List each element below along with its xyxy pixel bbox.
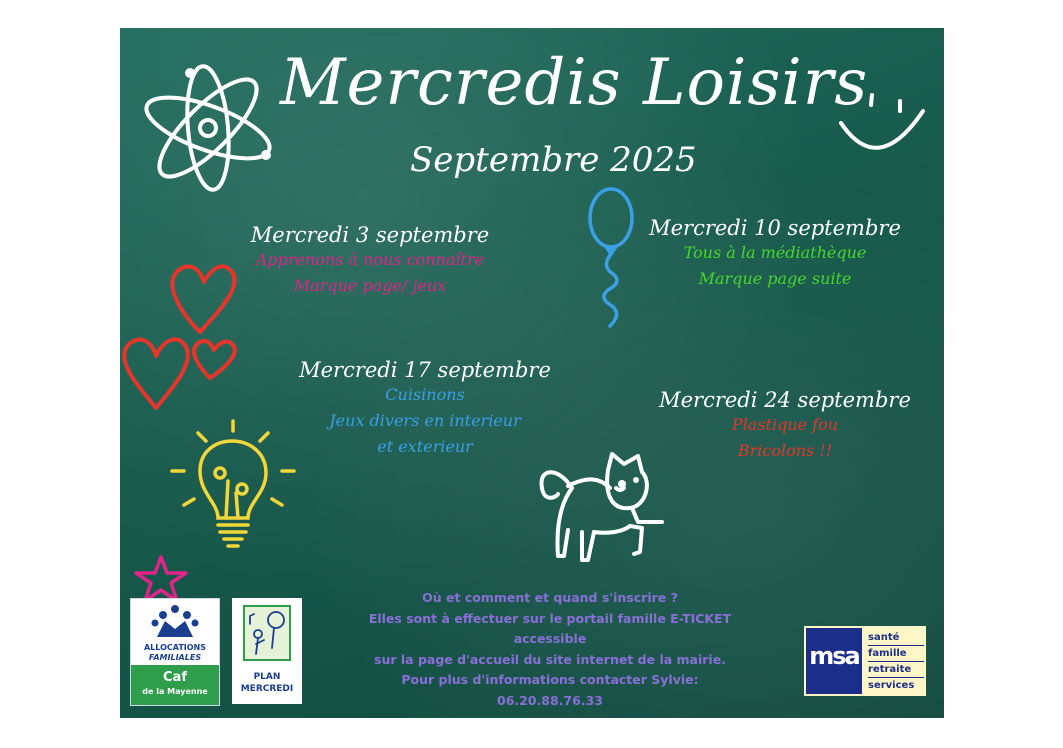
caf-line1: ALLOCATIONS <box>143 643 207 652</box>
plan-mercredi-logo <box>232 598 302 704</box>
cat-icon <box>538 448 668 568</box>
poster-subtitle: Septembre 2025 <box>410 140 697 180</box>
chalkboard <box>120 28 944 718</box>
msa-item: services <box>868 680 915 691</box>
caf-family-icon <box>151 603 199 639</box>
event-activity: et exterieur <box>377 437 473 456</box>
event-activity: Marque page suite <box>698 269 852 288</box>
info-line: Pour plus d'informations contacter Sylvie: <box>401 672 699 687</box>
info-line: accessible <box>513 631 587 646</box>
msa-item: retraite <box>868 662 924 678</box>
atom-icon <box>138 63 278 193</box>
balloon-icon <box>586 186 636 336</box>
msa-items <box>868 630 924 693</box>
event-sept-10 <box>635 216 915 292</box>
caf-name: Caf <box>163 670 187 685</box>
caf-name-band <box>131 665 219 705</box>
info-phone: 06.20.88.76.33 <box>497 692 603 708</box>
msa-mark-text: msa <box>809 642 859 670</box>
event-activity: Plastique fou <box>731 415 839 434</box>
event-sept-3 <box>215 223 525 299</box>
event-activity: Apprenons à nous connaître <box>255 250 485 269</box>
event-activity: Jeux divers en interieur <box>329 411 521 430</box>
plan-line2: MERCREDI <box>240 684 294 694</box>
msa-item: famille <box>868 646 924 662</box>
event-activity: Tous à la médiathèque <box>683 243 867 262</box>
smiley-icon <box>838 93 928 163</box>
event-sept-17 <box>280 358 570 460</box>
caf-logo <box>130 598 220 706</box>
plan-line1: PLAN <box>253 672 281 682</box>
event-date: Mercredi 17 septembre <box>299 358 551 382</box>
event-date: Mercredi 10 septembre <box>649 216 901 240</box>
registration-info <box>320 588 780 711</box>
info-line: sur la page d'accueil du site internet de la mairie. <box>374 651 726 667</box>
msa-mark <box>806 628 862 694</box>
info-line: Elles sont à effectuer sur le portail famille E-TICKET <box>368 610 732 626</box>
event-activity: Bricolons !! <box>737 441 833 460</box>
info-line: Où et comment et quand s'inscrire ? <box>422 590 678 605</box>
event-activity: Marque page/ jeux <box>293 276 447 295</box>
caf-line2: FAMILIALES <box>148 653 202 662</box>
event-activity: Cuisinons <box>385 385 465 404</box>
event-date: Mercredi 3 septembre <box>250 223 490 247</box>
plan-mercredi-emblem <box>238 604 296 664</box>
event-sept-24 <box>645 388 925 464</box>
event-date: Mercredi 24 septembre <box>659 388 911 412</box>
msa-logo <box>804 626 926 696</box>
poster-title: Mercredis Loisirs <box>280 46 869 120</box>
msa-item: santé <box>868 630 924 646</box>
caf-region: de la Mayenne <box>142 687 208 696</box>
